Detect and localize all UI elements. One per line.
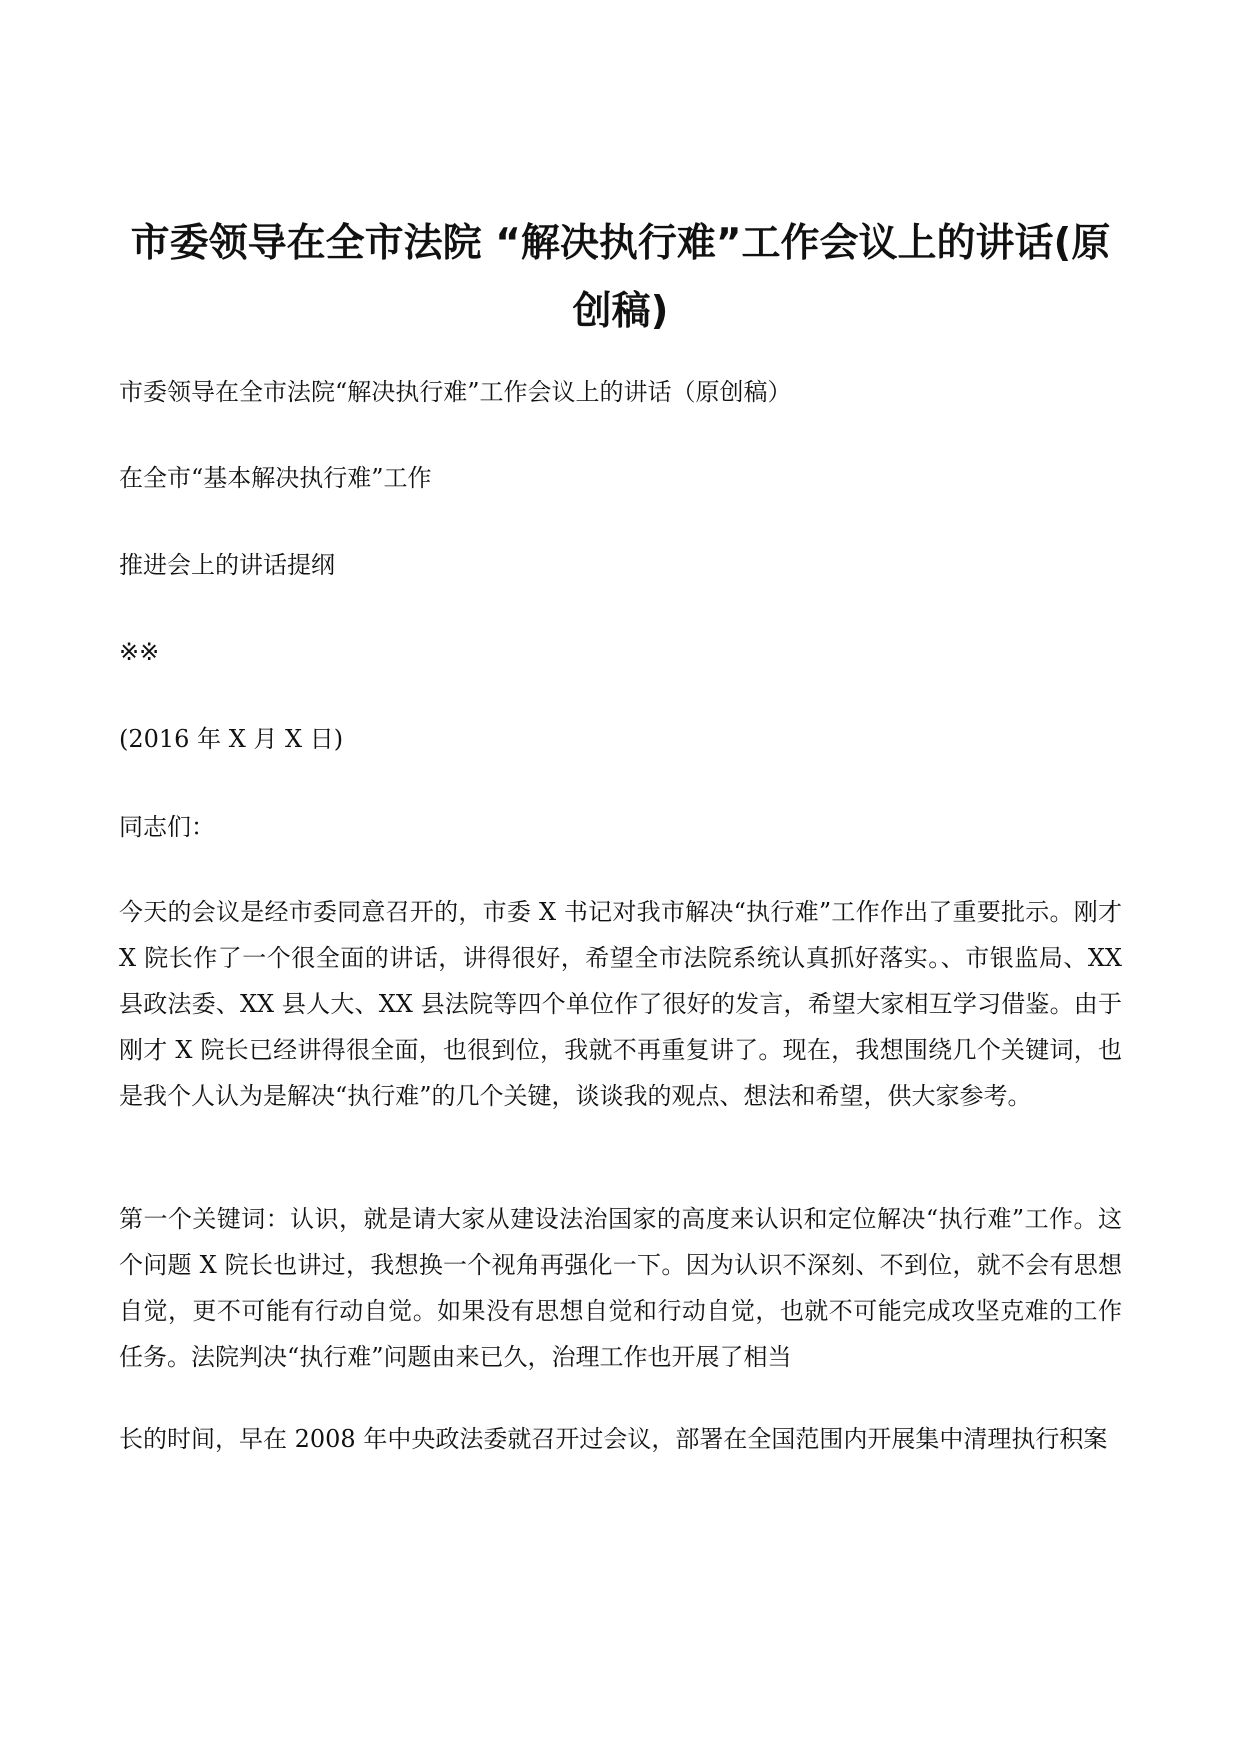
- speaker-name: ※※: [119, 638, 160, 666]
- heading-line-1: 在全市“基本解决执行难”工作: [119, 464, 432, 492]
- speech-date: (2016 年 X 月 X 日): [119, 725, 344, 753]
- salutation: 同志们：: [119, 813, 215, 841]
- document-subtitle: 市委领导在全市法院“解决执行难”工作会议上的讲话（原创稿）: [119, 378, 792, 406]
- body-paragraph-3: 长的时间，早在 2008 年中央政法委就召开过会议，部署在全国范围内开展集中清理执行积案: [119, 1425, 1108, 1453]
- heading-line-2: 推进会上的讲话提纲: [119, 551, 335, 579]
- body-paragraph-2: 第一个关键词：认识，就是请大家从建设法治国家的高度来认识和定位解决“执行难”工作。这个问题 X 院长也讲过，我想换一个视角再强化一下。因为认识不深刻、不到位，就不会有思想自觉，更不可能有行动自觉。如果没有思想自觉和行动自觉，也就不可能完成攻坚克难的工作任务。法院判决“执行难”问题由来已久，治理工作也开展了相当: [119, 1205, 1122, 1371]
- document-title: 市委领导在全市法院 “解决执行难”工作会议上的讲话(原创稿): [130, 221, 1111, 334]
- body-paragraph-1: 今天的会议是经市委同意召开的，市委 X 书记对我市解决“执行难”工作作出了重要批示。刚才 X 院长作了一个很全面的讲话，讲得很好，希望全市法院系统认真抓好落实。、市银监局、XX 县政法委、XX 县人大、XX 县法院等四个单位作了很好的发言，希望大家相互学习借鉴。由于刚才 X 院长已经讲得很全面，也很到位，我就不再重复讲了。现在，我想围绕几个关键词，也是我个人认为是解决“执行难”的几个关键，谈谈我的观点、想法和希望，供大家参考。: [119, 898, 1122, 1110]
